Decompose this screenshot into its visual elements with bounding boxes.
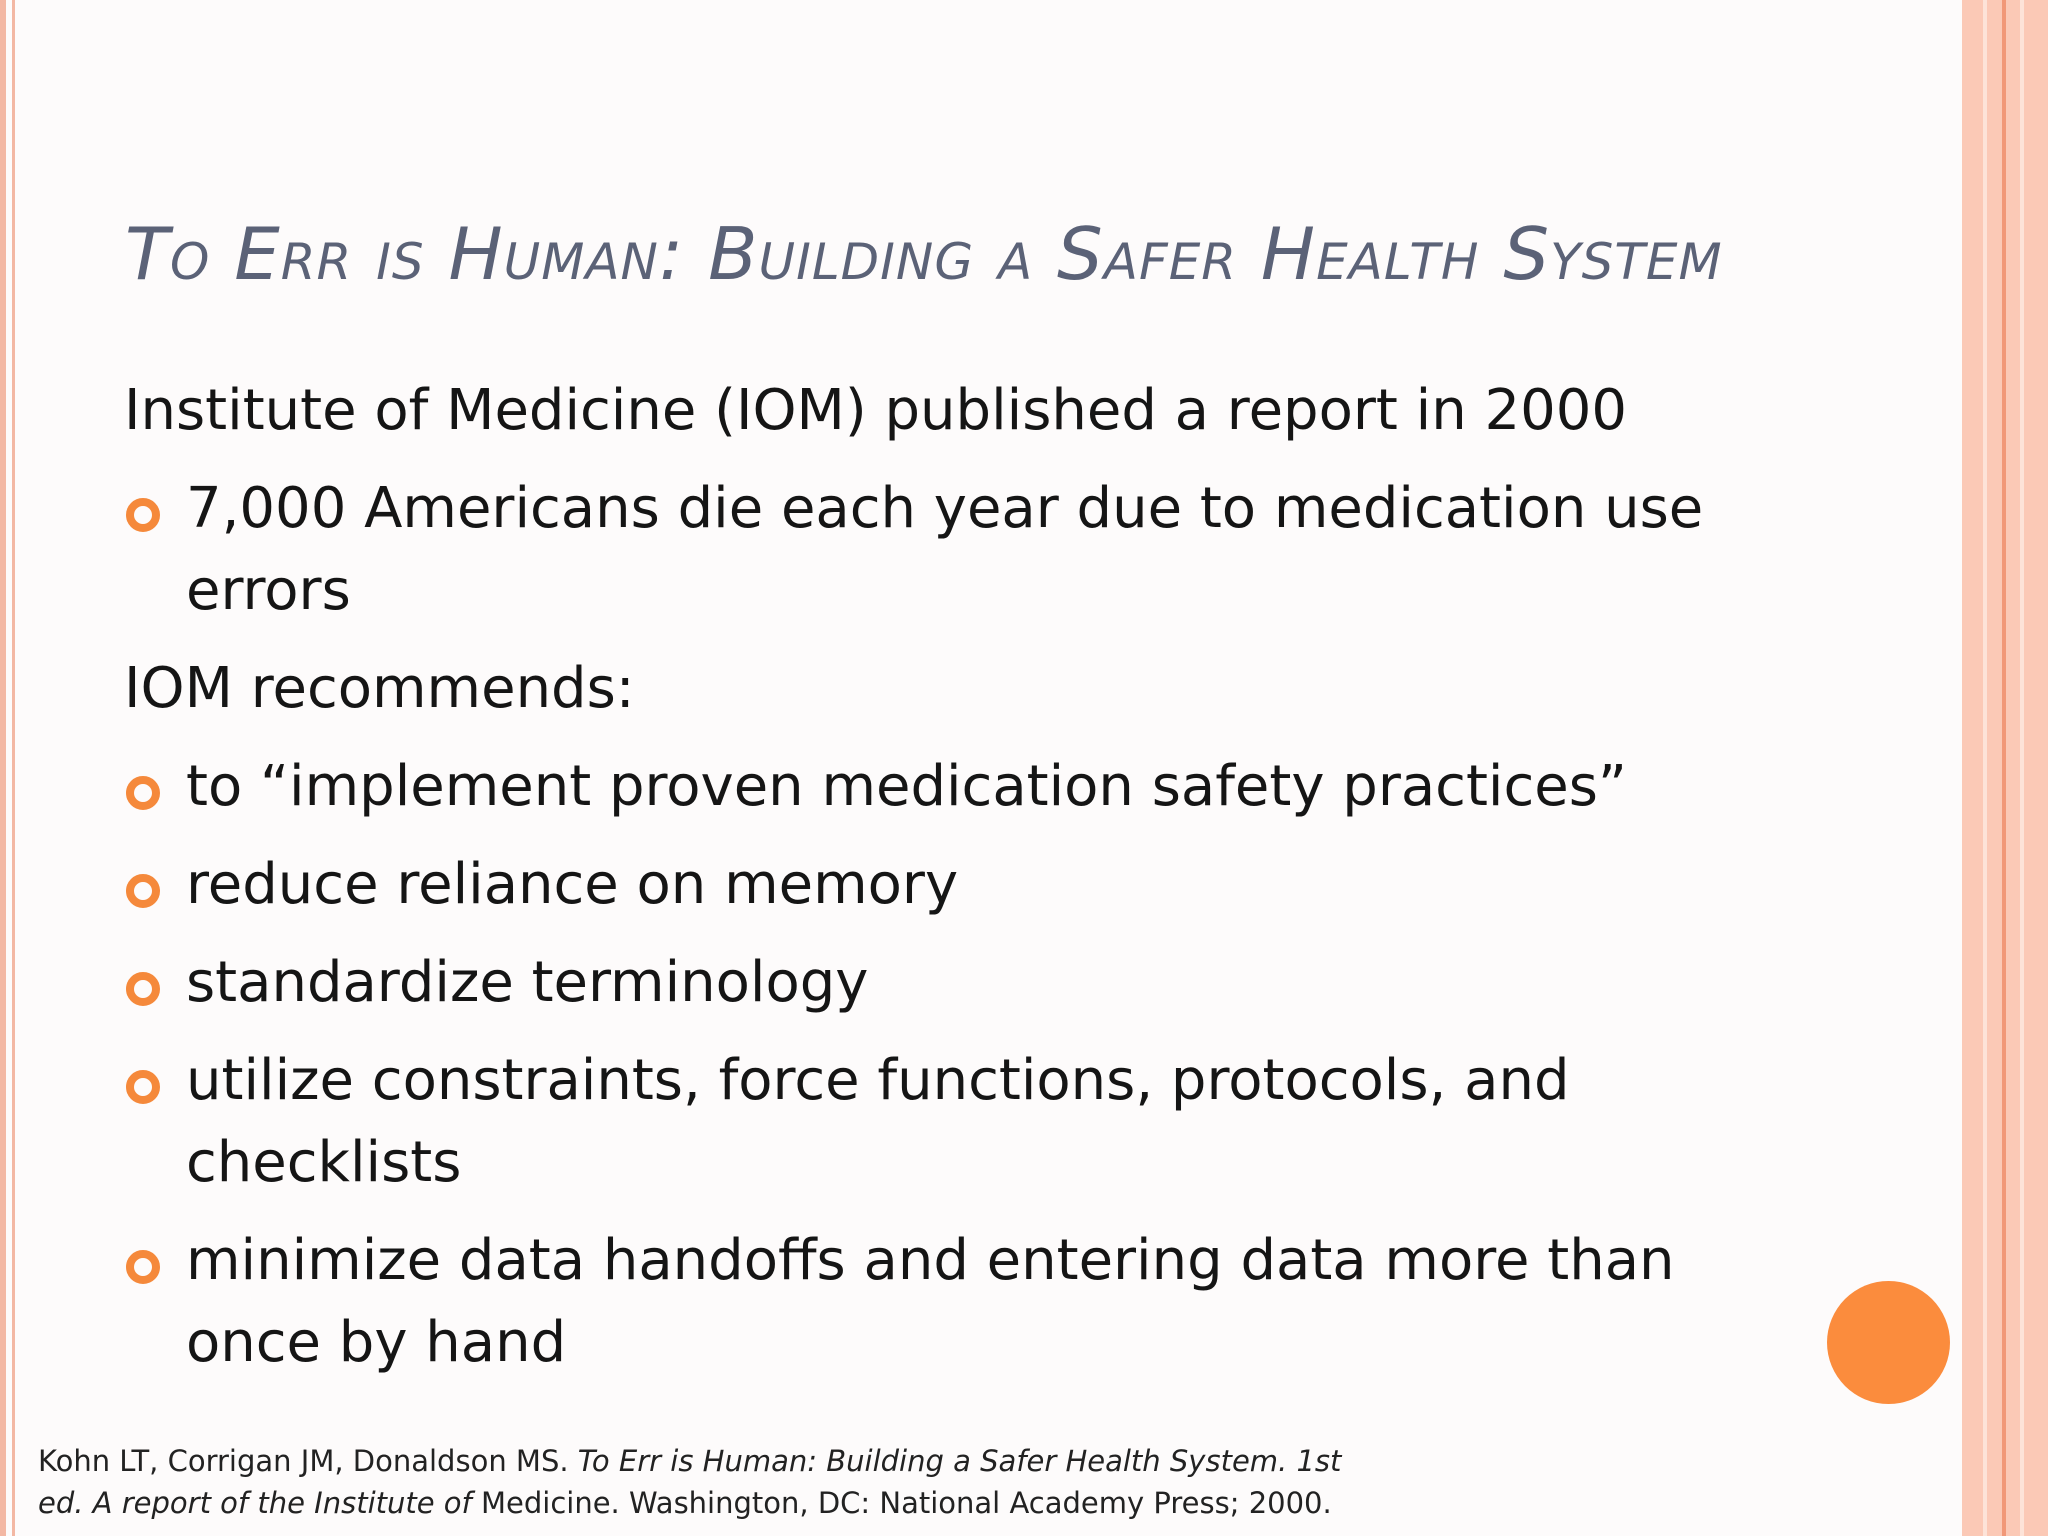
bullet-item — [124, 844, 1764, 926]
bullet-ring-icon — [126, 874, 160, 908]
bullet-ring-icon — [126, 1070, 160, 1104]
bullet-text: 7,000 Americans die each year due to medication use errors — [186, 476, 1704, 623]
right-border-line — [2020, 0, 2024, 1536]
citation-title: To Err is Human: Building a Safer Health System. 1st ed. A report of the Institute of — [38, 1444, 1342, 1520]
decorative-circle — [1827, 1281, 1950, 1404]
bullet-item — [124, 468, 1764, 632]
right-border-line — [2002, 0, 2006, 1536]
citation-publisher: Medicine. Washington, DC: National Academy Press; 2000. — [480, 1486, 1332, 1520]
recommends-heading: IOM recommends: — [124, 656, 635, 721]
left-border-stripe-inner — [12, 0, 15, 1536]
bullet-ring-icon — [126, 776, 160, 810]
bullet-text: standardize terminology — [186, 950, 869, 1015]
left-border-stripe — [0, 0, 6, 1536]
bullet-ring-icon — [126, 1250, 160, 1284]
bullet-text: utilize constraints, force functions, protocols, and checklists — [186, 1048, 1570, 1195]
slide-body — [124, 370, 1764, 1400]
citation — [38, 1440, 1358, 1524]
bullet-item — [124, 1040, 1764, 1204]
bullet-item — [124, 1220, 1764, 1384]
citation-authors: Kohn LT, Corrigan JM, Donaldson MS. — [38, 1444, 578, 1478]
bullet-text: minimize data handoffs and entering data more than once by hand — [186, 1228, 1675, 1375]
intro-text: Institute of Medicine (IOM) published a report in 2000 — [124, 378, 1628, 443]
bullet-item — [124, 942, 1764, 1024]
right-border-line — [1983, 0, 1987, 1536]
bullet-item — [124, 746, 1764, 828]
slide-title: To Err is Human: Building a Safer Health System — [125, 212, 1723, 296]
bullet-ring-icon — [126, 498, 160, 532]
bullet-ring-icon — [126, 972, 160, 1006]
bullet-text: reduce reliance on memory — [186, 852, 959, 917]
bullet-text: to “implement proven medication safety practices” — [186, 754, 1627, 819]
